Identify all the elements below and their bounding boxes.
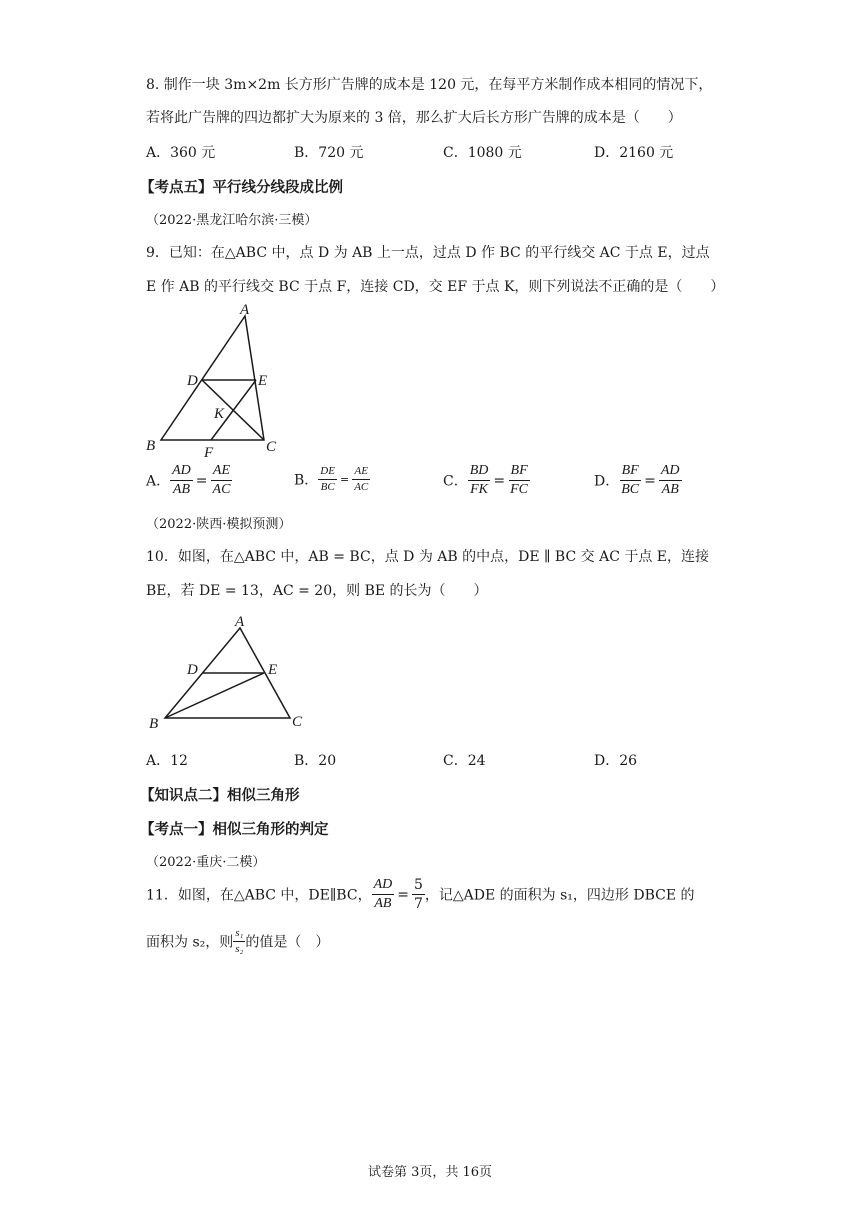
q9-triangle-abc xyxy=(161,316,264,440)
q9-label-a: A xyxy=(240,302,250,318)
q10-segment-be xyxy=(165,673,264,718)
q8-option-c: C．1080 元 xyxy=(443,145,522,161)
q10-option-c: C．24 xyxy=(443,753,486,769)
q9-option-a: A． $\frac{AD}{AB}$ = $\frac{AE}{AC}$ xyxy=(146,463,231,497)
q10-option-b: B．20 xyxy=(294,753,337,769)
q9-text-line2: E 作 AB 的平行线交 BC 于点 F，连接 CD，交 EF 于点 K，则下列说法不正确的是（ ） xyxy=(146,279,725,295)
q10-text-line2: BE，若 DE = 13，AC = 20，则 BE 的长为（ ） xyxy=(146,583,488,599)
q9-label-d: D xyxy=(187,373,198,389)
q8-option-a: A．360 元 xyxy=(146,145,216,161)
q10-label-e: E xyxy=(268,662,278,678)
q9-source: （2022·黑龙江哈尔滨·三模） xyxy=(146,213,318,228)
section-heading-kaodian5: 【考点五】平行线分线段成比例 xyxy=(140,180,343,196)
q10-option-d: D．26 xyxy=(594,753,638,769)
section-heading-kaodian1: 【考点一】相似三角形的判定 xyxy=(140,822,329,838)
q9-segment-dc xyxy=(202,380,264,440)
q10-source: （2022·陕西·模拟预测） xyxy=(146,517,292,532)
q9-label-k: K xyxy=(214,406,225,422)
q11-text-line2: 面积为 s₂，则 $\frac{\text{s₁}}{\text{s₂}}$ 的值是（ ） xyxy=(146,927,330,955)
q9-text-line1: 9．已知：在△ABC 中，点 D 为 AB 上一点，过点 D 作 BC 的平行线交 AC 于点 E，过点 xyxy=(146,245,710,261)
q11-source: （2022·重庆·二模） xyxy=(146,855,266,870)
q11-frac-ab: AB xyxy=(374,896,392,911)
q10-label-c: C xyxy=(292,714,303,730)
q9-option-d: D． $\frac{BF}{BC}$ = $\frac{AD}{AB}$ xyxy=(594,463,680,497)
q10-label-d: D xyxy=(187,662,198,678)
q9-option-c: C． $\frac{BD}{FK}$ = $\frac{BF}{FC}$ xyxy=(443,463,529,497)
q8-option-d: D．2160 元 xyxy=(594,145,674,161)
page-footer: 试卷第 3页，共 16页 xyxy=(367,1165,493,1180)
q9-label-e: E xyxy=(258,373,268,389)
q10-text-line1: 10．如图，在△ABC 中，AB = BC，点 D 为 AB 的中点，DE ∥ BC 交 AC 于点 E，连接 xyxy=(146,549,710,565)
q11-frac-ad: AD xyxy=(372,878,395,895)
q8-text-line2: 若将此广告牌的四边都扩大为原来的 3 倍，那么扩大后长方形广告牌的成本是（ ） xyxy=(146,110,682,126)
q9-label-f: F xyxy=(204,445,214,460)
q10-label-a: A xyxy=(235,614,245,630)
q9-triangle-figure xyxy=(140,300,290,460)
section-heading-zhishidian2: 【知识点二】相似三角形 xyxy=(140,788,300,804)
q9-label-b: B xyxy=(146,438,156,454)
q8-text-line1: 8. 制作一块 3m×2m 长方形广告牌的成本是 120 元，在每平方米制作成本相同的情况下， xyxy=(146,77,713,93)
q8-option-b: B．720 元 xyxy=(294,145,364,161)
q9-label-c: C xyxy=(266,439,277,455)
q10-label-b: B xyxy=(149,716,159,732)
q10-triangle-figure xyxy=(140,608,320,733)
q9-option-b: B． $\frac{DE}{BC}$ = $\frac{AE}{AC}$ xyxy=(294,465,369,493)
q10-option-a: A．12 xyxy=(146,753,188,769)
q11-text-line1: 11．如图，在△ABC 中，DE∥BC， $\frac{AD}{AB}$ = $\frac{5}{7}$ ，记△ADE 的面积为 s₁，四边形 DBCE 的 xyxy=(146,877,695,912)
